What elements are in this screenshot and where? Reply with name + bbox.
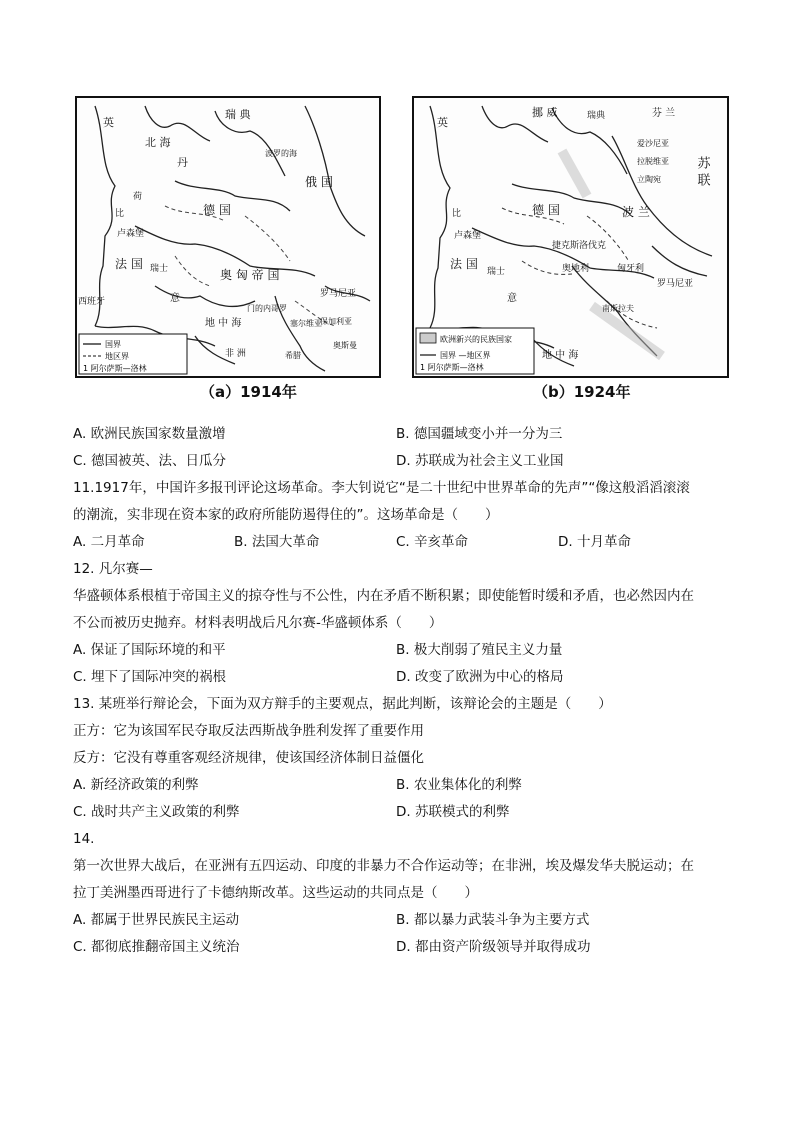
- map-label-africa: 非 洲: [225, 349, 246, 359]
- map-label-norway-sweden: 瑞 典: [225, 108, 251, 121]
- q12-option-c[interactable]: C. 埋下了国际冲突的祸根: [73, 669, 227, 685]
- map-label-belgium: 比: [115, 209, 125, 219]
- q14-stem-line2: 拉丁美洲墨西哥进行了卡德纳斯改革。这些运动的共同点是（ ）: [73, 885, 478, 901]
- map-label-ottoman: 奥斯曼: [333, 341, 357, 350]
- q11-option-b[interactable]: B. 法国大革命: [234, 534, 320, 550]
- map-figures: [0, 96, 794, 406]
- map-label-austria-hungary: 奥 匈 帝 国: [220, 268, 280, 282]
- map-label-belgium-1924: 比: [452, 209, 462, 219]
- q13-stem-line3: 反方：它没有尊重客观经济规律，使该国经济体制日益僵化: [73, 750, 424, 766]
- map-label-montenegro: 门的内哥罗: [247, 304, 287, 313]
- legend-alsace-1924: 1 阿尔萨斯—洛林: [420, 363, 484, 372]
- q12-stem-line1: 华盛顿体系根植于帝国主义的掠夺性与不公性，内在矛盾不断积累；即使能暂时缓和矛盾，也必然因内在: [73, 588, 694, 604]
- map-1924-legend: [416, 328, 534, 374]
- map-label-sweden: 瑞典: [587, 111, 606, 121]
- legend-border-1924: 国界 —地区界: [440, 351, 491, 360]
- map-label-serbia: 塞尔维亚: [290, 319, 322, 328]
- map-label-austria: 奥地利: [562, 264, 590, 274]
- map-label-hungary: 匈牙利: [617, 264, 645, 274]
- map-label-luxembourg: 卢森堡: [117, 229, 145, 239]
- q12-stem-line0: 12. 凡尔赛—: [73, 561, 153, 577]
- q13-option-c[interactable]: C. 战时共产主义政策的利弊: [73, 804, 240, 820]
- map-label-switzerland: 瑞士: [150, 264, 169, 274]
- q10-option-d[interactable]: D. 苏联成为社会主义工业国: [396, 453, 564, 469]
- q14-stem-line1: 第一次世界大战后，在亚洲有五四运动、印度的非暴力不合作运动等；在非洲，埃及爆发华夫脱运动；在: [73, 858, 694, 874]
- q11-option-d[interactable]: D. 十月革命: [558, 534, 631, 550]
- map-label-france-1924: 法 国: [450, 257, 478, 271]
- map-label-netherlands: 荷: [133, 192, 143, 202]
- map-label-germany: 德 国: [203, 203, 231, 217]
- map-label-czech: 捷克斯洛伐克: [552, 241, 607, 251]
- map-label-germany-1924: 德 国: [532, 203, 560, 217]
- map-label-romania: 罗马尼亚: [320, 289, 357, 299]
- map-1914-caption: （a）1914年: [200, 383, 297, 401]
- q10-option-a[interactable]: A. 欧洲民族国家数量激增: [73, 426, 226, 442]
- q11-stem-line1: 11.1917年，中国许多报刊评论这场革命。李大钊说它“是二十世纪中世界革命的先声”“像这般滔滔滚滚: [73, 480, 690, 496]
- q12-option-a[interactable]: A. 保证了国际环境的和平: [73, 642, 226, 658]
- map-1924-caption: （b）1924年: [533, 383, 631, 401]
- legend-alsace: 1 阿尔萨斯—洛林: [83, 364, 147, 373]
- q14-option-c[interactable]: C. 都彻底推翻帝国主义统治: [73, 939, 240, 955]
- q13-option-b[interactable]: B. 农业集体化的利弊: [396, 777, 522, 793]
- map-label-greece: 希腊: [285, 351, 301, 360]
- map-1914-legend: [79, 334, 187, 374]
- q13-stem-line2: 正方：它为该国军民夺取反法西斯战争胜利发挥了重要作用: [73, 723, 424, 739]
- map-label-norway: 挪 威: [532, 106, 558, 119]
- map-label-italy: 意: [170, 293, 180, 304]
- legend-new-states: 欧洲新兴的民族国家: [440, 335, 512, 344]
- q13-option-a[interactable]: A. 新经济政策的利弊: [73, 777, 199, 793]
- q10-option-b[interactable]: B. 德国疆域变小并一分为三: [396, 426, 563, 442]
- map-label-denmark: 丹: [177, 156, 188, 169]
- q12-option-d[interactable]: D. 改变了欧洲为中心的格局: [396, 669, 564, 685]
- map-label-bulgaria: 保加利亚: [320, 317, 352, 326]
- map-label-latvia: 拉脱维亚: [637, 157, 669, 166]
- q11-stem-line2: 的潮流，实非现在资本家的政府所能防遏得住的”。这场革命是（ ）: [73, 507, 499, 523]
- map-label-mediterranean: 地 中 海: [205, 318, 242, 329]
- q14-option-b[interactable]: B. 都以暴力武装斗争为主要方式: [396, 912, 590, 928]
- map-1924: [412, 96, 729, 378]
- map-label-luxembourg-1924: 卢森堡: [454, 231, 482, 241]
- map-label-russia: 俄 国: [305, 175, 333, 189]
- map-label-uk: 英: [103, 116, 114, 129]
- map-label-romania-1924: 罗马尼亚: [657, 279, 694, 289]
- map-label-poland: 波 兰: [622, 205, 650, 219]
- q11-option-a[interactable]: A. 二月革命: [73, 534, 145, 550]
- q11-option-c[interactable]: C. 辛亥革命: [396, 534, 469, 550]
- map-1914: [75, 96, 381, 378]
- map-label-estonia: 爱沙尼亚: [637, 139, 669, 148]
- q13-stem-line1: 13. 某班举行辩论会，下面为双方辩手的主要观点，据此判断，该辩论会的主题是（ ）: [73, 696, 612, 712]
- q14-option-a[interactable]: A. 都属于世界民族民主运动: [73, 912, 240, 928]
- q13-option-d[interactable]: D. 苏联模式的利弊: [396, 804, 510, 820]
- q12-stem-line2: 不公而被历史抛弃。材料表明战后凡尔赛-华盛顿体系（ ）: [73, 615, 443, 631]
- map-label-finland: 芬 兰: [652, 108, 676, 119]
- map-label-yugoslavia: 南斯拉夫: [602, 304, 634, 313]
- map-label-italy-1924: 意: [507, 293, 517, 304]
- map-label-france: 法 国: [115, 257, 143, 271]
- legend-border: 国界: [105, 340, 121, 349]
- map-label-uk-1924: 英: [437, 116, 448, 129]
- q14-stem-line0: 14.: [73, 831, 95, 847]
- q10-option-c[interactable]: C. 德国被英、法、日瓜分: [73, 453, 227, 469]
- q12-option-b[interactable]: B. 极大削弱了殖民主义力量: [396, 642, 563, 658]
- map-label-switzerland-1924: 瑞士: [487, 267, 506, 277]
- map-label-ussr: 苏 联: [694, 156, 710, 187]
- map-label-mediterranean-1924: 地 中 海: [542, 350, 579, 361]
- q14-option-d[interactable]: D. 都由资产阶级领导并取得成功: [396, 939, 591, 955]
- map-label-spain: 西班牙: [78, 297, 106, 307]
- map-label-lithuania: 立陶宛: [637, 175, 661, 184]
- legend-region-border: 地区界: [105, 352, 129, 361]
- map-label-north-sea: 北 海: [145, 136, 171, 149]
- map-label-baltic: 波罗的海: [265, 149, 297, 158]
